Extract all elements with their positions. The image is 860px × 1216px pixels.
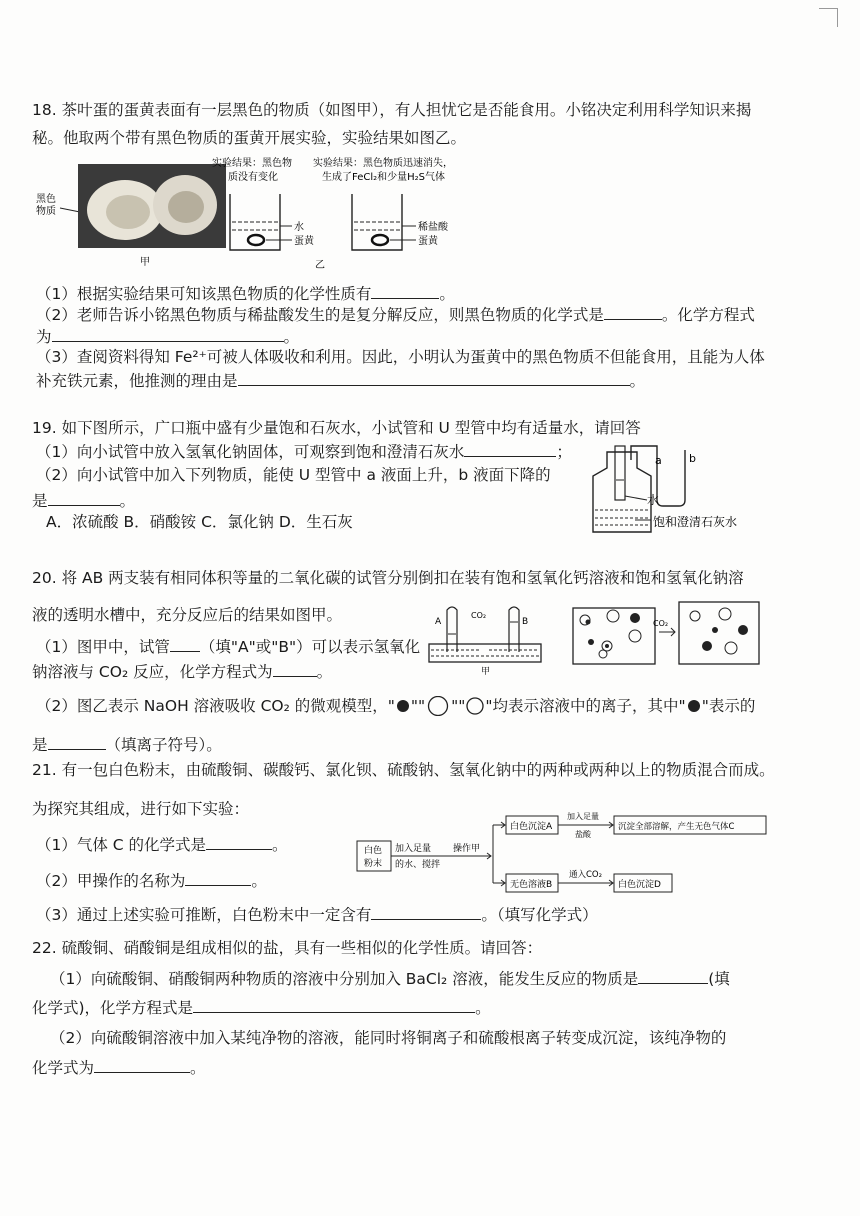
- q19-lime: 饱和澄清石灰水: [653, 515, 738, 529]
- q20-s1-eq-blank[interactable]: [273, 661, 317, 677]
- q21-flowchart: [355, 805, 775, 897]
- water-trough: [429, 644, 541, 662]
- q20-s2: （2）图乙表示 NaOH 溶液吸收 CO₂ 的微观模型，" "" "" "均表示溶液中的离子，其中" "表示的: [36, 697, 756, 715]
- svg-text:沉淀全部溶解，产生无色气体C: 沉淀全部溶解，产生无色气体C: [618, 822, 735, 832]
- q18-s2-equation-blank[interactable]: [52, 326, 284, 342]
- q21-s1: （1）气体 C 的化学式是 。: [36, 836, 288, 854]
- q18-s1: （1）根据实验结果可知该黑色物质的化学性质有 。: [36, 285, 455, 303]
- q21-line1: 21. 有一包白色粉末，由硫酸铜、碳酸钙、氯化钡、硫酸钠、氢氧化钠中的两种或两种以上的物质混合而成。: [32, 761, 775, 779]
- tube-A: [447, 607, 457, 652]
- beaker-1: [230, 194, 280, 250]
- q18-res2b: 生成了FeCl₂和少量H₂S气体: [322, 172, 446, 183]
- q20-co2-label: CO₂: [471, 611, 487, 620]
- svg-text:通入CO₂: 通入CO₂: [569, 870, 603, 880]
- q21-s3-blank[interactable]: [371, 904, 481, 920]
- q19-s1-blank[interactable]: [464, 441, 556, 457]
- black-ion-icon: [395, 699, 411, 713]
- q18-jia: 甲: [140, 257, 150, 268]
- q22-s2: （2）向硫酸铜溶液中加入某纯净物的溶液，能同时将铜离子和硫酸根离子转变成沉淀，该纯净物的: [50, 1029, 727, 1047]
- tube-B: [509, 607, 519, 652]
- q20-s2-blank[interactable]: [48, 734, 106, 750]
- q18-line1: 18. 茶叶蛋的蛋黄表面有一层黑色的物质（如图甲），有人担忧它是否能食用。小铭决定利用科学知识来揭: [32, 101, 752, 119]
- q18-yolk2: 蛋黄: [418, 236, 438, 247]
- q20-line2: 液的透明水槽中，充分反应后的结果如图甲。: [32, 606, 343, 624]
- q18-yolk1: 蛋黄: [294, 236, 314, 247]
- black-ion-icon-2: [686, 699, 702, 713]
- q18-res1a: 实验结果：黑色物: [212, 158, 292, 169]
- svg-text:粉末: 粉末: [364, 859, 383, 869]
- q18-black-label1: 黑色: [36, 194, 56, 205]
- q18-yi: 乙: [315, 260, 325, 271]
- q20-s1-cont: 钠溶液与 CO₂ 反应，化学方程式为 。: [32, 663, 333, 681]
- q18-figure: [30, 150, 490, 275]
- q20-line1: 20. 将 AB 两支装有相同体积等量的二氧化碳的试管分别倒扣在装有饱和氢氧化钙溶液和饱和氢氧化钠溶: [32, 569, 744, 587]
- q18-s3-blank[interactable]: [238, 370, 630, 386]
- q22-line1: 22. 硫酸铜、硝酸铜是组成相似的盐，具有一些相似的化学性质。请回答：: [32, 939, 543, 957]
- q18-s2: （2）老师告诉小铭黑色物质与稀盐酸发生的是复分解反应，则黑色物质的化学式是 。化学方程式: [36, 306, 755, 324]
- q22-s2-blank[interactable]: [94, 1057, 190, 1073]
- q18-s1-blank[interactable]: [371, 283, 439, 299]
- small-test-tube: [615, 446, 625, 500]
- q19-s2-cont: 是 。: [32, 492, 136, 510]
- q20-jia: 甲: [481, 667, 491, 677]
- q20-label-A: A: [435, 617, 442, 627]
- large-white-ion-icon: [425, 696, 451, 716]
- q20-label-B: B: [522, 617, 529, 627]
- q18-s2-formula-blank[interactable]: [604, 304, 662, 320]
- beaker-2: [352, 194, 402, 250]
- q19-line1: 19. 如下图所示，广口瓶中盛有少量饱和石灰水，小试管和 U 型管中均有适量水，请回答: [32, 419, 641, 437]
- svg-text:白色沉淀D: 白色沉淀D: [618, 880, 661, 890]
- q19-s2: （2）向小试管中加入下列物质，能使 U 型管中 a 液面上升，b 液面下降的: [36, 466, 551, 484]
- q18-s3: （3）查阅资料得知 Fe²⁺可被人体吸收和利用。因此，小明认为蛋黄中的黑色物质不但能食用，且能为人体: [36, 348, 765, 366]
- svg-text:的水、搅拌: 的水、搅拌: [395, 860, 441, 870]
- q21-s2-blank[interactable]: [185, 870, 251, 886]
- q18-line2: 秘。他取两个带有黑色物质的蛋黄开展实验，实验结果如图乙。: [32, 129, 467, 147]
- q20-s2-cont: 是 （填离子符号）。: [32, 736, 222, 754]
- svg-text:白色沉淀A: 白色沉淀A: [510, 822, 553, 832]
- q18-s3-cont: 补充铁元素，他推测的理由是 。: [36, 372, 646, 390]
- q22-s1-equation-blank[interactable]: [193, 997, 475, 1013]
- svg-text:无色溶液B: 无色溶液B: [510, 880, 553, 890]
- q20-figure: [425, 600, 765, 680]
- q18-s2-cont: 为 。: [36, 328, 300, 346]
- svg-text:操作甲: 操作甲: [453, 844, 481, 854]
- micro-model-before: [573, 608, 655, 664]
- q18-acid: 稀盐酸: [418, 222, 448, 233]
- q21-s1-blank[interactable]: [206, 834, 272, 850]
- q19-figure: [585, 440, 785, 540]
- q18-water: 水: [294, 222, 304, 233]
- q18-res2a: 实验结果：黑色物质迅速消失，: [313, 158, 453, 169]
- q19-label-a: a: [655, 454, 662, 467]
- small-white-ion-icon: [465, 697, 485, 715]
- q19-s1: （1）向小试管中放入氢氧化钠固体，可观察到饱和澄清石灰水 ；: [36, 443, 572, 461]
- q19-water: 水: [647, 493, 660, 507]
- q19-options: A．浓硫酸 B．硝酸铵 C．氯化钠 D．生石灰: [46, 513, 353, 531]
- q22-s1-cont: 化学式)，化学方程式是 。: [32, 999, 491, 1017]
- q22-s2-cont: 化学式为 。: [32, 1059, 206, 1077]
- q20-s1: （1）图甲中，试管 （填"A"或"B"）可以表示氢氧化: [36, 638, 421, 656]
- q20-co2-arrow-label: CO₂: [653, 619, 669, 628]
- q19-label-b: b: [689, 452, 696, 465]
- svg-text:白色: 白色: [364, 846, 383, 856]
- page-corner-mark: [819, 8, 838, 27]
- q21-s3: （3）通过上述实验可推断，白色粉末中一定含有 。（填写化学式）: [36, 906, 598, 924]
- q22-s1: （1）向硫酸铜、硝酸铜两种物质的溶液中分别加入 BaCl₂ 溶液，能发生反应的物质是 (填: [50, 970, 730, 988]
- q19-s2-blank[interactable]: [48, 490, 120, 506]
- q21-s2: （2）甲操作的名称为 。: [36, 872, 267, 890]
- svg-text:盐酸: 盐酸: [575, 830, 591, 839]
- q21-line2: 为探究其组成，进行如下实验：: [32, 800, 250, 818]
- q18-black-label2: 物质: [36, 206, 56, 217]
- q20-s1-tube-blank[interactable]: [170, 636, 200, 652]
- q18-res1b: 质没有变化: [228, 172, 278, 183]
- q22-s1-formula-blank[interactable]: [638, 968, 708, 984]
- svg-text:加入足量: 加入足量: [567, 812, 599, 821]
- svg-text:加入足量: 加入足量: [395, 844, 432, 854]
